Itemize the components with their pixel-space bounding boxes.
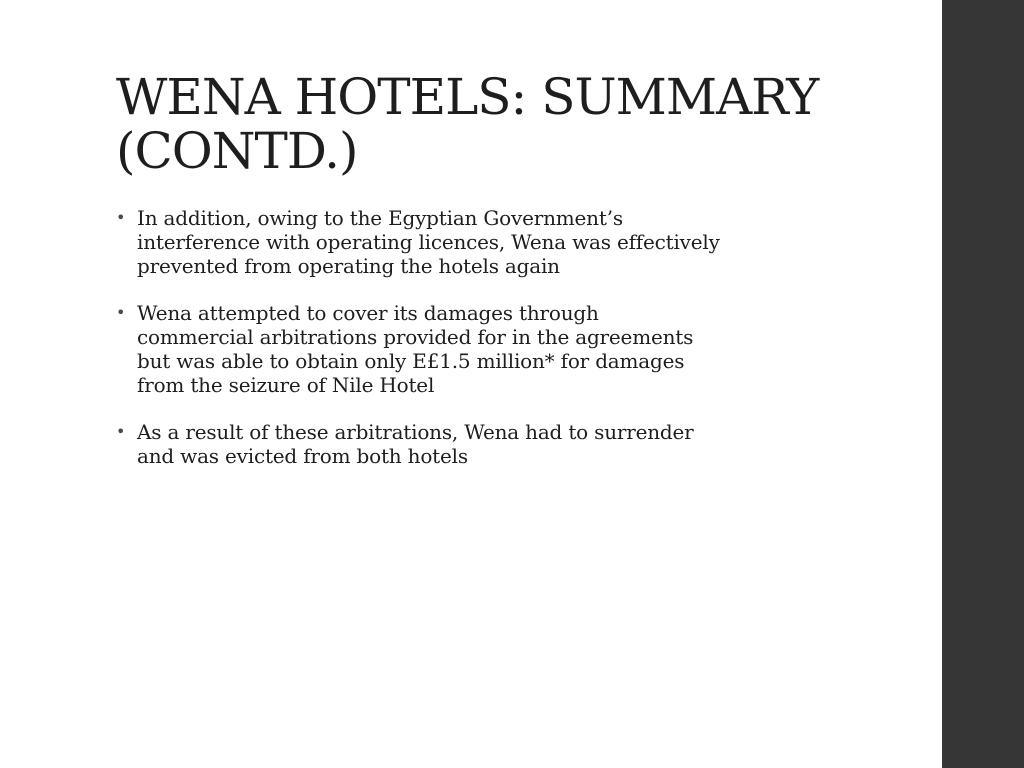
bullet-item bbox=[116, 206, 836, 278]
bullet-text-line: commercial arbitrations provided for in the agreements bbox=[137, 325, 694, 349]
bullet-text-line: but was able to obtain only E£1.5 million* for damages bbox=[137, 349, 685, 373]
bullet-text-line: interference with operating licences, Wena was effectively bbox=[137, 230, 720, 254]
bullet-list bbox=[116, 206, 836, 491]
bullet-text-line: As a result of these arbitrations, Wena had to surrender bbox=[137, 420, 694, 444]
bullet-text-line: prevented from operating the hotels again bbox=[137, 254, 560, 278]
bullet-text-line: Wena attempted to cover its damages through bbox=[137, 301, 599, 325]
bullet-text-line: In addition, owing to the Egyptian Government’s bbox=[137, 206, 623, 230]
bullet-icon: • bbox=[116, 422, 126, 441]
bullet-icon: • bbox=[116, 303, 126, 322]
bullet-icon: • bbox=[116, 208, 126, 227]
bullet-text-line: and was evicted from both hotels bbox=[137, 444, 468, 468]
slide-title-line: WENA HOTELS: SUMMARY bbox=[116, 68, 819, 126]
slide-title bbox=[116, 70, 926, 178]
slide-title-line: (CONTD.) bbox=[116, 122, 358, 180]
side-band bbox=[942, 0, 1024, 768]
bullet-text-line: from the seizure of Nile Hotel bbox=[137, 373, 435, 397]
bullet-item bbox=[116, 301, 836, 397]
bullet-item bbox=[116, 420, 836, 468]
